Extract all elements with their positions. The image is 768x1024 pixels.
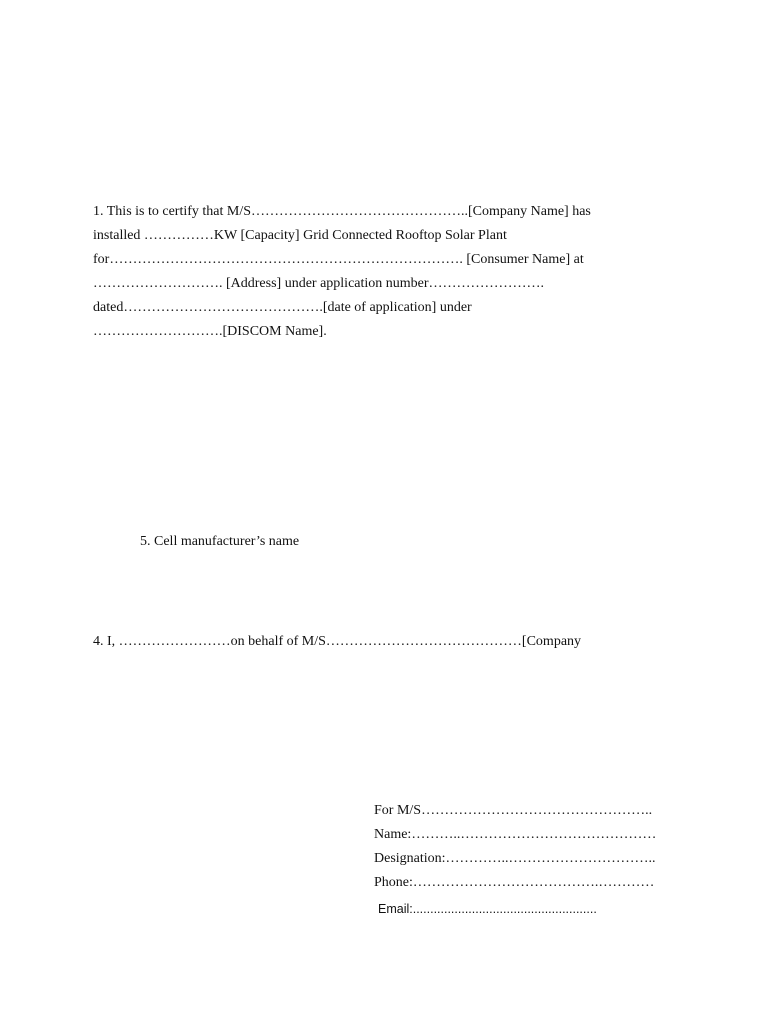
paragraph-1-line-5: dated…………………………………….[date of application] under — [93, 300, 472, 315]
paragraph-1-line-3: for…………………………………………………………………. [Consumer Name] at — [93, 252, 584, 267]
name-field: Name:………..…………………………………… — [374, 827, 657, 842]
phone-field: Phone:………………………………….………… — [374, 875, 655, 890]
email-field: Email:..................................................... — [378, 902, 597, 916]
paragraph-1-line-6: ……………………….[DISCOM Name]. — [93, 324, 327, 339]
paragraph-1-line-4: ………………………. [Address] under application number……………………. — [93, 276, 545, 291]
item-5-cell-manufacturer: 5. Cell manufacturer’s name — [140, 534, 300, 549]
paragraph-1-line-1: 1. This is to certify that M/S………………………………………..[Company Name] has — [93, 204, 591, 219]
designation-field: Designation:…………..………………………….. — [374, 851, 656, 866]
paragraph-1-line-2: installed ……………KW [Capacity] Grid Connected Rooftop Solar Plant — [93, 228, 507, 243]
item-4-declaration: 4. I, ……………………on behalf of M/S……………………………………[Company — [93, 634, 582, 649]
for-ms-field: For M/S………………………………………….. — [374, 803, 653, 818]
